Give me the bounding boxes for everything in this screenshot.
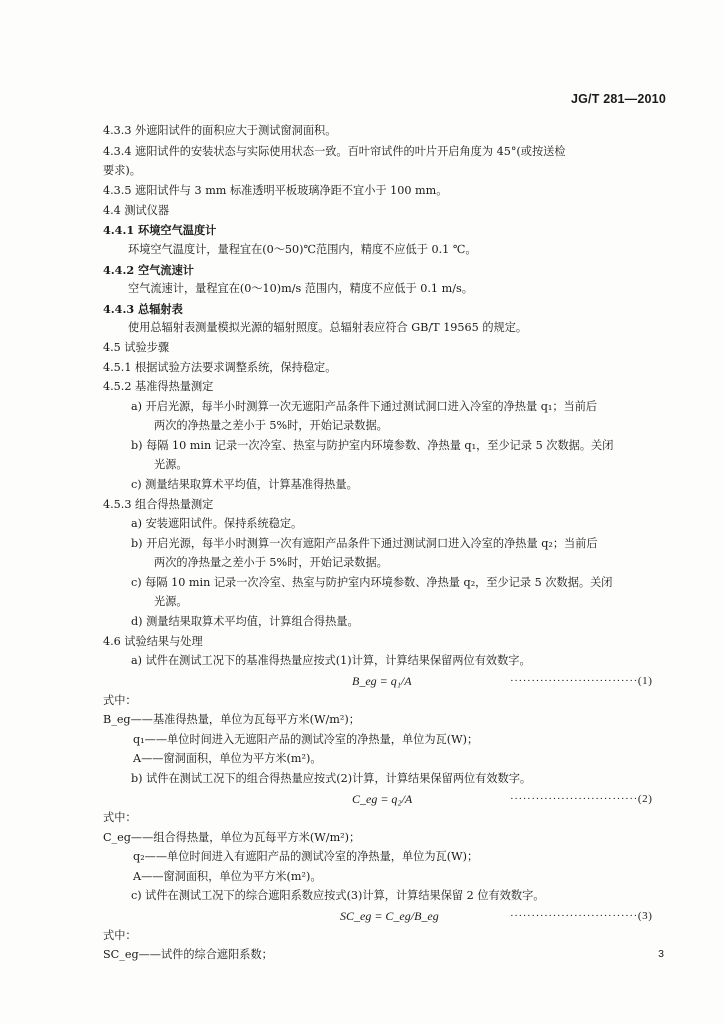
section-heading: 4.6 试验结果与处理 bbox=[103, 635, 203, 648]
list-item: d) 测量结果取算术平均值，计算组合得热量。 bbox=[131, 615, 359, 628]
definition-line: A——窗洞面积，单位为平方米(m²)。 bbox=[133, 752, 322, 765]
subsection-heading: 4.4.3 总辐射表 bbox=[103, 302, 183, 316]
text-line: 使用总辐射表测量模拟光源的辐射照度。总辐射表应符合 GB/T 19565 的规定。 bbox=[128, 321, 528, 334]
subsection-heading: 4.5.2 基准得热量测定 bbox=[103, 380, 214, 393]
equation-number: (2) bbox=[637, 793, 653, 805]
section-heading: 4.5 试验步骤 bbox=[103, 341, 170, 354]
standard-code: JG/T 281—2010 bbox=[570, 92, 666, 106]
text-line: 4.3.5 遮阳试件与 3 mm 标准透明平板玻璃净距不宜小于 100 mm。 bbox=[103, 184, 448, 197]
list-item-continuation: 两次的净热量之差小于 5%时，开始记录数据。 bbox=[154, 419, 388, 432]
where-label: 式中： bbox=[103, 811, 137, 824]
text-line: 要求)。 bbox=[103, 164, 141, 177]
definition-line: q₁——单位时间进入无遮阳产品的测试冷室的净热量，单位为瓦(W)； bbox=[133, 733, 479, 746]
list-item-continuation: 两次的净热量之差小于 5%时，开始记录数据。 bbox=[154, 556, 388, 569]
subsection-heading: 4.4.2 空气流速计 bbox=[103, 263, 194, 277]
text-line: 空气流速计，量程宜在(0～10)m/s 范围内，精度不应低于 0.1 m/s。 bbox=[128, 282, 473, 295]
text-line: 环境空气温度计，量程宜在(0～50)℃范围内，精度不应低于 0.1 ℃。 bbox=[128, 243, 477, 256]
leader-dots: ······························ bbox=[510, 675, 638, 687]
formula-3: SC_eg = C_eg/B_eg bbox=[340, 909, 439, 923]
equation-number: (1) bbox=[637, 675, 653, 687]
text-line: 4.5.1 根据试验方法要求调整系统，保持稳定。 bbox=[103, 361, 337, 374]
list-item: c) 试件在测试工况下的综合遮阳系数应按式(3)计算，计算结果保留 2 位有效数字。 bbox=[131, 889, 545, 902]
where-label: 式中： bbox=[103, 694, 137, 707]
formula-2: C_eg = q₂/A bbox=[352, 792, 413, 806]
definition-line: C_eg——组合得热量，单位为瓦每平方米(W/m²)； bbox=[103, 831, 361, 844]
list-item: b) 每隔 10 min 记录一次冷室、热室与防护室内环境参数、净热量 q₁，至少记录 5 次数据。关闭 bbox=[131, 439, 614, 452]
formula-1: B_eg = q₁/A bbox=[352, 674, 412, 688]
page-number: 3 bbox=[658, 948, 664, 960]
formula-2-number bbox=[510, 791, 653, 807]
list-item-continuation: 光源。 bbox=[154, 595, 188, 608]
list-item: b) 开启光源，每半小时测算一次有遮阳产品条件下通过测试洞口进入冷室的净热量 q₂；当前后 bbox=[131, 537, 598, 550]
list-item: a) 开启光源，每半小时测算一次无遮阳产品条件下通过测试洞口进入冷室的净热量 q₁；当前后 bbox=[131, 400, 598, 413]
where-label: 式中： bbox=[103, 929, 137, 942]
formula-1-number bbox=[510, 673, 653, 689]
section-heading: 4.4 测试仪器 bbox=[103, 204, 170, 217]
formula-3-number bbox=[510, 908, 653, 924]
equation-number: (3) bbox=[637, 910, 653, 922]
text-line: 4.3.4 遮阳试件的安装状态与实际使用状态一致。百叶帘试件的叶片开启角度为 45°(或按送检 bbox=[103, 145, 566, 158]
definition-line: q₂——单位时间进入有遮阳产品的测试冷室的净热量，单位为瓦(W)； bbox=[133, 850, 479, 863]
leader-dots: ······························ bbox=[510, 910, 638, 922]
subsection-heading: 4.5.3 组合得热量测定 bbox=[103, 498, 214, 511]
list-item: a) 安装遮阳试件。保持系统稳定。 bbox=[131, 517, 303, 530]
list-item: c) 测量结果取算术平均值，计算基准得热量。 bbox=[131, 478, 358, 491]
text-line: 4.3.3 外遮阳试件的面积应大于测试窗洞面积。 bbox=[103, 124, 337, 137]
list-item: a) 试件在测试工况下的基准得热量应按式(1)计算，计算结果保留两位有效数字。 bbox=[131, 654, 531, 667]
list-item-continuation: 光源。 bbox=[154, 458, 188, 471]
definition-line: A——窗洞面积，单位为平方米(m²)。 bbox=[133, 870, 322, 883]
subsection-heading: 4.4.1 环境空气温度计 bbox=[103, 223, 217, 237]
list-item: b) 试件在测试工况下的组合得热量应按式(2)计算，计算结果保留两位有效数字。 bbox=[131, 772, 532, 785]
definition-line: SC_eg——试件的综合遮阳系数； bbox=[103, 948, 273, 961]
list-item: c) 每隔 10 min 记录一次冷室、热室与防护室内环境参数、净热量 q₂，至少记录 5 次数据。关闭 bbox=[131, 576, 613, 589]
leader-dots: ······························ bbox=[510, 793, 638, 805]
definition-line: B_eg——基准得热量，单位为瓦每平方米(W/m²)； bbox=[103, 713, 360, 726]
